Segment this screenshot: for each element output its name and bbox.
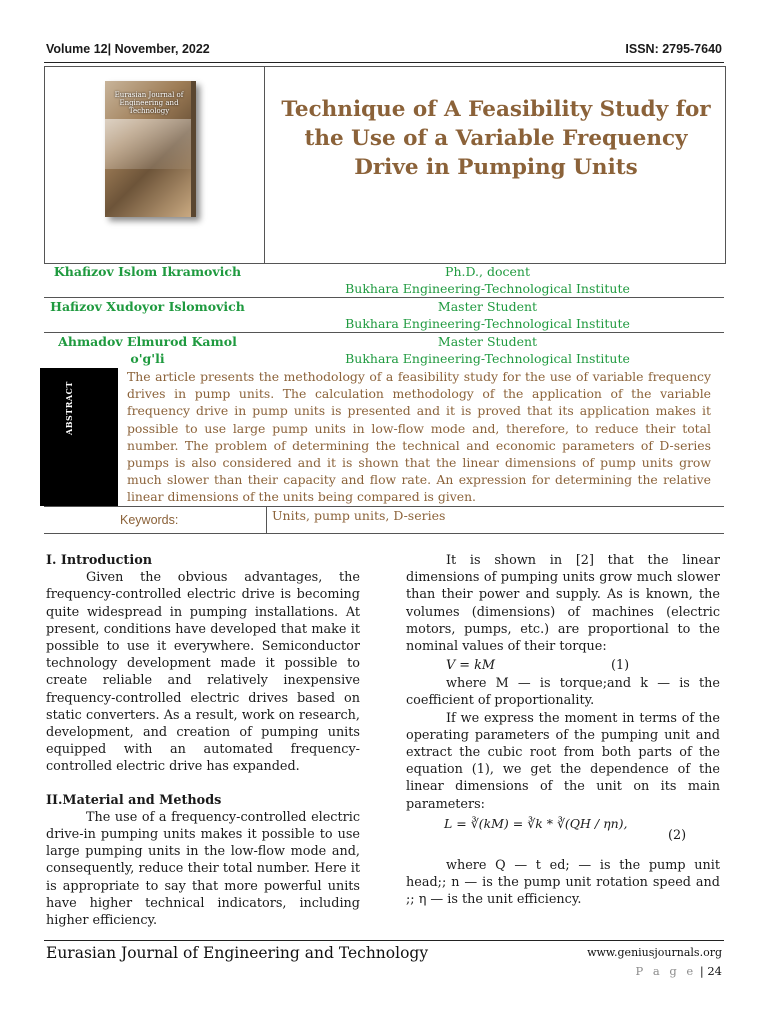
footer-journal: Eurasian Journal of Engineering and Technology xyxy=(46,944,429,962)
author-name: Khafizov Islom Ikramovich xyxy=(53,264,242,279)
equation-2 xyxy=(406,813,720,857)
cover-stripe xyxy=(105,119,191,169)
author-row xyxy=(44,263,724,280)
intro-paragraph: Given the obvious advantages, the frequency-controlled electric drive is becoming quite widespread in pumping installations. At present, conditions have developed that make it possible to use it everywhere. Semiconductor technology development made it possible to create reliable and relatively inexpensive frequency-controlled electric drives based on static converters. As a result, work on research, development, and creation of pumping units equipped with an automated frequency-controlled electric drive has expanded. xyxy=(46,570,360,775)
author-row xyxy=(44,298,724,316)
page-number: 24 xyxy=(707,964,722,978)
authors-table xyxy=(44,263,724,367)
equation-2-expr: L = ∛(kM) = ∛k * ∛(QH / ηn), xyxy=(444,815,628,831)
author-row xyxy=(44,315,724,333)
author-row xyxy=(44,280,724,298)
author-row xyxy=(44,333,724,351)
equation-2-number: (2) xyxy=(668,827,687,843)
header-volume: Volume 12| November, 2022 xyxy=(46,42,210,56)
equation-1-expr: V = kM xyxy=(446,658,495,674)
methods-heading: II.Material and Methods xyxy=(46,792,222,808)
page-label: P a g e xyxy=(635,964,697,978)
abstract-text: The article presents the methodology of a feasibility study for the use of variable frequency drives in pump units. The calculation methodology of the application of the variable frequency drive in pump units is presented and it is proved that its application makes it possible to use large pump units in low-flow mode and, therefore, to reduce their total number. The problem of determining the technical and economic parameters of D-series pumps is also considered and it is shown that the linear dimensions of pump units grow much slower than their capacity and flow rate. An expression for determining the relative linear dimensions of the units being compared is given. xyxy=(127,369,711,505)
intro-heading: I. Introduction xyxy=(46,553,153,568)
author-affiliation: Bukhara Engineering-Technological Institute xyxy=(345,351,630,366)
keywords-row xyxy=(44,507,724,533)
footer-page xyxy=(635,964,722,978)
right-column xyxy=(406,552,720,908)
right-paragraph-1: It is shown in [2] that the linear dimensions of pumping units grow much slower than their power and supply. As is known, the volumes (dimensions) of machines (electric motors, pumps, etc.) are proportional to the nominal values of their torque: xyxy=(406,553,720,655)
abstract-label-box xyxy=(40,368,118,506)
cover-title: Eurasian Journal of Engineering and Technology xyxy=(114,91,184,115)
footer-site: www.geniusjournals.org xyxy=(587,946,722,959)
author-affiliation: Bukhara Engineering-Technological Institute xyxy=(251,280,724,298)
equation-1 xyxy=(406,655,720,675)
page-separator: | xyxy=(699,964,704,978)
right-paragraph-2: where M — is torque;and k — is the coefficient of proportionality. xyxy=(406,676,720,709)
journal-cover-image xyxy=(105,81,196,217)
keywords-divider xyxy=(266,507,267,533)
author-degree: Ph.D., docent xyxy=(445,264,530,279)
author-name: Ahmadov Elmurod Kamol o'g'li xyxy=(58,334,237,366)
abstract-label: ABSTRACT xyxy=(64,381,74,435)
author-affiliation: Bukhara Engineering-Technological Institute xyxy=(251,315,724,333)
right-paragraph-3: If we express the moment in terms of the operating parameters of the pumping unit and extract the cubic root from both parts of the equation (1), we get the dependence of the linear dimensions of the unit on its main parameters: xyxy=(406,710,720,812)
footer-rule xyxy=(44,940,724,941)
header-issn: ISSN: 2795-7640 xyxy=(625,42,722,56)
left-column xyxy=(46,552,360,929)
author-degree: Master Student xyxy=(437,334,538,349)
keywords-rule xyxy=(44,533,724,534)
equation-1-number: (1) xyxy=(611,658,630,674)
keywords-value: Units, pump units, D-series xyxy=(272,508,446,523)
keywords-label: Keywords: xyxy=(120,513,179,527)
title-box xyxy=(44,66,726,264)
author-name: Hafizov Xudoyor Islomovich xyxy=(50,299,245,314)
author-degree: Master Student xyxy=(437,299,538,314)
methods-paragraph: The use of a frequency-controlled electric drive-in pumping units makes it possible to use large pumping units in the low-flow mode and, consequently, reduce their total number. Here it is appropriate to say that more powerful units have higher technical indicators, including higher efficiency. xyxy=(46,809,360,929)
right-paragraph-4: where Q — t ed; — is the pump unit head;; n — is the pump unit rotation speed and ;; η — is the unit efficiency. xyxy=(406,857,720,908)
paper-title: Technique of A Feasibility Study for the Use of a Variable Frequency Drive in Pumping Units xyxy=(281,97,711,180)
header-rule xyxy=(44,62,724,63)
title-box-divider xyxy=(264,67,265,263)
